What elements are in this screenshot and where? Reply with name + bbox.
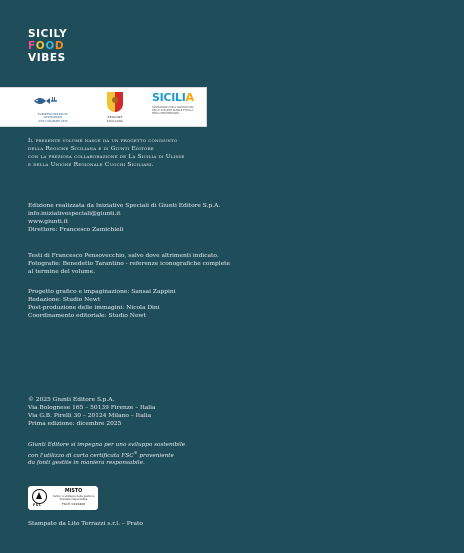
edition-website: www.giunti.it bbox=[28, 219, 68, 225]
sustainability-note bbox=[28, 442, 185, 467]
texts-line: Testi di Francesco Pensovecchio, salvo dove altrimenti indicato. bbox=[28, 253, 219, 259]
sicilia-word-accent: A bbox=[185, 91, 194, 104]
logo-letter: O bbox=[35, 40, 46, 52]
sustainability-line: Giunti Editore si impegna per uno sviluppo sostenibile bbox=[28, 442, 186, 448]
sicilia-caption: ASSESSORATO DELL'AGRICOLTURA DELLO SVILUPPO RURALE E DELLA PESCA MEDITERRANEA bbox=[152, 106, 194, 115]
intro-line: con la preziosa collaborazione de La Sicilia di Ulisse bbox=[28, 154, 185, 160]
publisher-block bbox=[28, 396, 156, 428]
texts-line: Fotografie: Benedetto Tarantino - referenze iconografiche complete bbox=[28, 261, 231, 267]
region-caption: REGIONE SICILIANA bbox=[106, 115, 124, 123]
address-line: Via G.B. Pirelli 30 – 20124 Milano – Italia bbox=[28, 413, 152, 419]
sicilia-wordmark bbox=[152, 92, 196, 104]
fsc-certification-label bbox=[28, 486, 98, 510]
edition-director: Direttore: Francesco Zamichieli bbox=[28, 227, 124, 233]
fish-fork-icon bbox=[32, 95, 58, 107]
intro-paragraph bbox=[28, 137, 184, 169]
logo-letter: O bbox=[45, 40, 55, 52]
credits-line: Redazione: Studio Newt bbox=[28, 297, 101, 303]
sustainability-text: con l'utilizzo di carta certificata FSC bbox=[28, 452, 134, 459]
fsc-code: FSC® C016406 bbox=[61, 502, 86, 507]
logo-line-food bbox=[28, 40, 67, 52]
logo-letter: F bbox=[28, 40, 36, 52]
first-edition-line: Prima edizione: dicembre 2025 bbox=[28, 421, 122, 427]
regione-siciliana-logo bbox=[100, 92, 130, 123]
sicilia-word-part: SICILI bbox=[152, 91, 186, 104]
fsc-tree-icon bbox=[32, 489, 47, 504]
fsc-description: Carta | A sostegno della gestione forestale responsabile bbox=[52, 495, 95, 502]
fsc-title: MISTO bbox=[64, 489, 83, 494]
intro-line: e della Unione Regionale Cuochi Siciliani. bbox=[28, 162, 154, 168]
partner-logos-band bbox=[0, 88, 206, 126]
credits-block bbox=[28, 288, 176, 320]
coat-of-arms-icon bbox=[107, 92, 123, 112]
fsc-text bbox=[52, 489, 95, 506]
sustainability-text: proveniente bbox=[137, 452, 174, 459]
credits-line: Progetto grafico e impaginazione: Sansai Zappini bbox=[28, 289, 176, 295]
copyright-line: © 2025 Giunti Editore S.p.A. bbox=[28, 397, 115, 403]
sustainability-line: da fonti gestite in maniera responsabile. bbox=[28, 459, 145, 466]
sustainability-line bbox=[28, 449, 185, 460]
intro-line: della Regione Siciliana e di Giunti Editore bbox=[28, 146, 154, 152]
fsc-mark: FSC bbox=[33, 503, 42, 507]
sicilia-logo bbox=[152, 92, 196, 115]
edition-line: Edizione realizzata da Iniziative Speciali di Giunti Editore S.p.A. bbox=[28, 203, 221, 209]
eu-caption: EUROPEAN REGION OF GASTRONOMY SICILY AWARDED 2025 bbox=[38, 113, 68, 123]
edition-block bbox=[28, 202, 220, 234]
registered-mark: ® bbox=[133, 450, 138, 455]
edition-email: info.iniziativespeciali@giunti.it bbox=[28, 211, 121, 217]
printer-line: Stampato da Lito Terrazzi s.r.l. – Prato bbox=[28, 521, 143, 527]
texts-line: al termine del volume. bbox=[28, 269, 96, 275]
sicily-food-vibes-logo bbox=[28, 28, 67, 64]
logo-line-vibes: VIBES bbox=[28, 52, 66, 64]
texts-block bbox=[28, 252, 230, 276]
intro-line: Il presente volume nasce da un progetto congiunto bbox=[28, 138, 178, 144]
logo-line-sicily: SICILY bbox=[28, 28, 68, 40]
address-line: Via Bolognese 165 – 50139 Firenze – Italia bbox=[28, 405, 156, 411]
credits-line: Post-produzione delle immagini: Nicola Dini bbox=[28, 305, 160, 311]
logo-letter: D bbox=[54, 40, 65, 52]
european-region-gastronomy-logo bbox=[32, 92, 74, 123]
credits-line: Coordinamento editoriale: Studio Newt bbox=[28, 313, 146, 319]
